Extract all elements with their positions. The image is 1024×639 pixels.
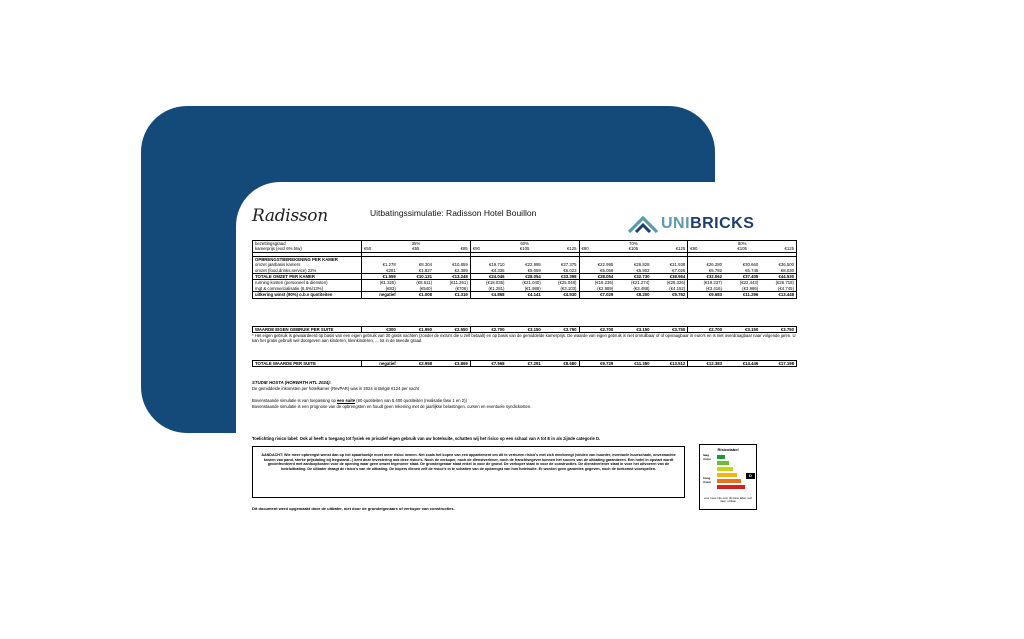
row-label: omzet (food,drinks,service) 22% — [253, 268, 362, 274]
value-cell: (€3.986) — [742, 285, 759, 291]
value-cell: €1.319 — [434, 292, 470, 298]
simulation-table — [252, 240, 797, 299]
value-cell: €1.827 — [418, 267, 432, 273]
value-cell: (€540) — [419, 285, 432, 291]
value-cell: €3.150 — [724, 327, 760, 333]
risk-high-label: hoog risico — [703, 476, 712, 484]
value-cell: (€25.326) — [666, 280, 686, 286]
risk-explanation: Toelichting risico label: Ook al heeft u toegang tot fysiek en privatief eigen gebruik van uw hotelsuite, schatten wij het risico op een schaal van A tot E in als zijnde categorie D. — [252, 436, 601, 441]
price-cell: €125 — [543, 246, 579, 252]
value-cell: €5.902 — [636, 267, 650, 273]
value-cell: €5.782 — [688, 268, 724, 274]
value-cell: (€4.745) — [760, 286, 796, 292]
value-cell: €19.710 — [470, 262, 506, 267]
group-occupancy: 70% — [579, 241, 688, 247]
value-cell: (€3.488) — [633, 285, 650, 291]
value-cell: €28.054 — [507, 274, 543, 280]
value-cell: €2.389 — [454, 267, 468, 273]
row-label: bezettingsgraad — [253, 241, 362, 247]
risk-bar — [717, 479, 741, 483]
value-cell: €2.550 — [434, 327, 470, 333]
value-cell: €1.278 — [362, 262, 398, 267]
row-label: TOTALE WAARDE PER SUITE — [253, 361, 362, 367]
value-cell: (€3.416) — [688, 286, 724, 292]
value-cell: €22.995 — [525, 262, 541, 268]
value-cell: (€21.040) — [522, 280, 541, 286]
footer-disclaimer: Dit document werd opgemaakt door de uitbater, niet door de grondeigenaars of verkoper van constructies. — [252, 506, 455, 511]
value-cell: €8.200 — [615, 292, 651, 298]
value-cell: €22.995 — [579, 262, 615, 267]
value-cell: €6.023 — [563, 267, 577, 273]
risk-grade-arrow: D — [746, 473, 755, 479]
value-cell: €12.383 — [688, 361, 724, 367]
value-cell: (€18.035) — [470, 280, 506, 286]
value-cell: (€1.325) — [362, 280, 398, 286]
value-cell: €4.336 — [470, 268, 506, 274]
value-cell: €26.828 — [633, 262, 650, 268]
value-cell: €9.683 — [688, 292, 724, 298]
value-cell: €44.530 — [760, 274, 796, 280]
table-row — [253, 327, 797, 333]
study-line: Bovenstaande simulatie is van toepassing op een suite (60 quotiteiten van 5.400 quotiteiten (realisatie fase 1 en 2)) — [252, 398, 467, 403]
price-cell: €90 — [688, 246, 724, 252]
value-cell: €3.150 — [507, 327, 543, 333]
value-cell: (€22.443) — [739, 280, 759, 286]
value-cell: €9.762 — [652, 292, 688, 298]
price-cell: €105 — [507, 246, 543, 252]
row-label: TOTALE OMZET PER KAMER — [253, 274, 362, 280]
price-cell: €125 — [652, 246, 688, 252]
value-cell: €36.500 — [760, 262, 796, 267]
value-cell: €32.730 — [615, 274, 651, 280]
value-cell: €6.745 — [745, 267, 759, 273]
value-cell: €33.398 — [543, 274, 579, 280]
value-cell: €10.859 — [452, 262, 468, 268]
value-cell: €37.405 — [724, 274, 760, 280]
value-cell: €1.008 — [398, 292, 434, 298]
value-cell: €13.512 — [652, 361, 688, 367]
value-cell: €17.198 — [760, 361, 796, 367]
value-cell: €3.869 — [434, 361, 470, 367]
value-cell: €281 — [362, 268, 398, 274]
value-cell: €7.026 — [672, 267, 686, 273]
value-cell: €2.700 — [579, 327, 615, 333]
value-cell: €3.150 — [615, 327, 651, 333]
value-cell: (€2.989) — [579, 286, 615, 292]
group-occupancy: 35% — [362, 241, 471, 247]
table-row — [253, 361, 797, 367]
value-cell: €2.700 — [470, 327, 506, 333]
value-cell: €2.700 — [688, 327, 724, 333]
value-cell: €5.059 — [579, 268, 615, 274]
value-cell: €7.029 — [579, 292, 615, 298]
value-cell: €38.964 — [652, 274, 688, 280]
study-heading: STUDIE HOSTA (HORWATH HTL 2024): — [252, 380, 332, 385]
value-cell: (€8.611) — [416, 280, 432, 286]
radisson-logo: Radisson — [252, 206, 328, 226]
value-cell: (€3.103) — [560, 285, 577, 291]
price-cell: €125 — [760, 246, 796, 252]
value-cell: €11.296 — [724, 292, 760, 298]
price-cell: €90 — [470, 246, 506, 252]
totaal-table — [252, 360, 797, 367]
value-cell: €8.304 — [418, 262, 432, 268]
value-cell: €4.141 — [507, 292, 543, 298]
value-cell: €13.248 — [434, 274, 470, 280]
value-cell: €8.030 — [760, 268, 796, 274]
waarde-note: * Het eigen gebruik is gewaardeerd op basis van een eigen gebruik van 30 gratis nachten (zonder de extra's die u zelf betaalt) en op basis van de gemiddelde kamerprijs. De waarde van eigen gebruik is niet omruilbaar of of opvraagbaar in euro's en is niet overdraagbaar naar volgende jaren. U kan het gratis gebruik wel doorgeven aan kinderen, kleinkinderen, ... tot in de tweede graad. — [252, 333, 796, 344]
row-label: running kosten (personeel & diensten) — [253, 280, 362, 286]
value-cell: €300 — [362, 327, 398, 333]
row-label: omzet jaarbasis kamers — [253, 262, 362, 267]
section-heading: OPBRENGSTBEREKENING PER KAMER — [253, 256, 362, 262]
price-cell: €85 — [434, 246, 470, 252]
value-cell: (€21.274) — [631, 280, 650, 286]
risk-bar — [717, 485, 745, 489]
value-cell: negatief — [362, 361, 398, 367]
value-cell: €14.446 — [724, 361, 760, 367]
price-cell: €65 — [398, 246, 434, 252]
value-cell: €26.280 — [688, 262, 724, 267]
value-cell: €10.131 — [398, 274, 434, 280]
study-line: De gemiddelde inkomsten per hotelkamer (RevPAR) was in 2024 in België €124 per nacht — [252, 386, 420, 391]
value-cell: (€4.152) — [669, 285, 686, 291]
row-label: WAARDE EIGEN GEBRUIK PER SUITE — [253, 327, 362, 333]
value-cell: €3.750 — [760, 327, 796, 333]
row-label: mgt & commercialisatie (6,5%/13%) — [253, 286, 362, 292]
risk-low-label: laag risico — [703, 453, 712, 461]
value-cell: €3.750 — [543, 327, 579, 333]
value-cell: €13.448 — [760, 292, 796, 298]
value-cell: negatief — [362, 292, 398, 298]
value-cell: €4.868 — [470, 292, 506, 298]
value-cell: €1.559 — [362, 274, 398, 280]
value-cell: €3.750 — [652, 327, 688, 333]
value-cell: (€706) — [455, 285, 468, 291]
warning-box: AANDACHT: Wie meer opbrengst wenst dan op het spaarboekje moet meer risico nemen. Net zoals het kopen van een appartement om dit te verhuren risico's met zich meebrengt (vinden van huurder, eventuele huurschade, onverwachte kosten van pand, sterke prijsdaling bij leegstand...) kent deze investering ook deze risico's. Noch de verkoper, noch de dienstverlener, noch de franchisegever kunnen het succes van de uitbating garanderen. Een hotel in opstart wordt geconfronteerd met aanloopkosten voor de opening waar geen omzet tegenover staat. De grondeigenaar staat enkel in voor de grond. De verkoper staat in voor de constructies. De dienstverlener staat in voor het uitvoeren van de hoteluitbating. De uitbater draagt de risico's van de uitbating. De kopers dienen zelf de risico's in te schatten van de opbrengst van hun hotelsuite. Er worden geen garanties gegeven, noch de toekomst voorspellen. — [252, 446, 685, 498]
group-occupancy: 60% — [470, 241, 579, 247]
risk-bar — [717, 461, 729, 465]
value-cell: €11.350 — [615, 361, 651, 367]
document-title: Uitbatingssimulatie: Radisson Hotel Bouillon — [370, 208, 537, 218]
value-cell: €24.046 — [470, 274, 506, 280]
value-cell: €27.375 — [560, 262, 577, 268]
price-cell: €50 — [362, 246, 398, 252]
price-cell: €105 — [615, 246, 651, 252]
brand-uni: UNI — [661, 215, 691, 232]
risk-bar — [717, 455, 725, 459]
price-cell: €90 — [579, 246, 615, 252]
value-cell: (€18.235) — [579, 280, 615, 286]
value-cell: €7.291 — [507, 361, 543, 367]
value-cell: €2.958 — [398, 361, 434, 367]
value-cell: (€11.261) — [449, 280, 468, 286]
risk-bar — [717, 467, 733, 471]
value-cell: (€19.237) — [688, 280, 724, 286]
value-cell: €32.062 — [688, 274, 724, 280]
value-cell: (€25.048) — [558, 280, 577, 286]
row-label: kamerprijs (excl 6% btw) — [253, 246, 362, 252]
value-cell: (€26.718) — [760, 280, 796, 286]
value-cell: (€1.281) — [470, 286, 506, 292]
value-cell: €7.568 — [470, 361, 506, 367]
brand-bricks: BRICKS — [690, 215, 755, 232]
value-cell: €31.938 — [669, 262, 686, 268]
group-occupancy: 80% — [688, 241, 797, 247]
study-line: Bovenstaande simulatie is een prognose van de opbrengsten en houdt geen rekening met de jaarlijkse belastingen, cursen en eventuele syndickosten. — [252, 404, 532, 409]
value-cell: €4.930 — [543, 292, 579, 298]
value-cell: €1.950 — [398, 327, 434, 333]
unibricks-roof-icon — [628, 215, 658, 233]
unibricks-logo — [628, 215, 754, 233]
value-cell: €30.660 — [742, 262, 759, 268]
value-cell: (€83) — [362, 286, 398, 292]
risk-bar — [717, 473, 737, 477]
value-cell: (€1.989) — [524, 285, 541, 291]
price-cell: €105 — [724, 246, 760, 252]
row-label: uitkering winst (90%) o.b.v quotiteiten — [253, 292, 362, 298]
risk-caption: voor meer info over dit risico label, surf naar: uniliste — [703, 496, 753, 504]
value-cell: €5.059 — [527, 267, 541, 273]
value-cell: €8.680 — [543, 361, 579, 367]
value-cell: €28.054 — [579, 274, 615, 280]
table-row — [253, 292, 797, 298]
risk-label-title: Risicolabel — [717, 447, 739, 452]
risk-label-box — [699, 444, 757, 510]
value-cell: €9.729 — [579, 361, 615, 367]
